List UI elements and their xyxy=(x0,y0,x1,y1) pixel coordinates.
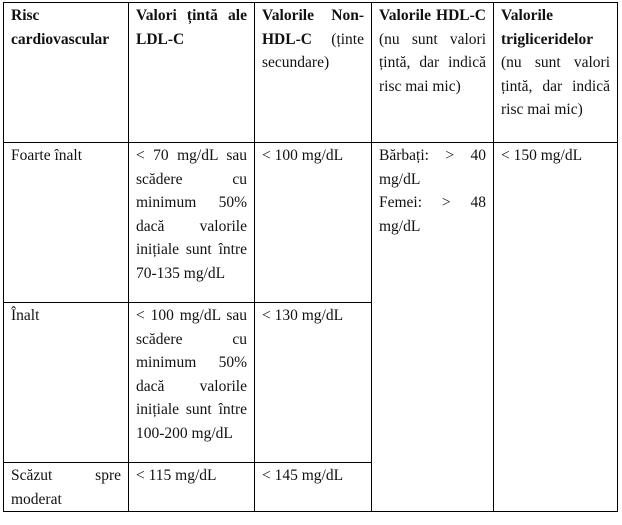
header-triglycerides xyxy=(494,3,618,143)
cell-triglycerides: < 150 mg/dL xyxy=(494,143,618,512)
cell-non-hdl: < 100 mg/dL xyxy=(255,143,372,303)
cell-ldl: < 100 mg/dL sau scădere cu minimum 50% dacă valorile inițiale sunt între 100-200 mg/dL xyxy=(129,303,255,463)
header-risk xyxy=(4,3,129,143)
cell-ldl: < 115 mg/dL xyxy=(129,463,255,512)
risk-table xyxy=(3,2,618,512)
cell-risk: Scăzut spre moderat xyxy=(4,463,129,512)
hdl-men: Bărbați: > 40 mg/dL xyxy=(379,147,486,188)
header-label: Valori țintă ale LDL-C xyxy=(136,7,247,48)
header-hdl xyxy=(372,3,494,143)
header-note: (nu sunt valori țintă, dar indică risc mai mic) xyxy=(379,30,486,95)
hdl-women: Femei: > 48 mg/dL xyxy=(379,194,486,235)
header-note: (nu sunt valori țintă, dar indică risc mai mic) xyxy=(501,54,610,119)
header-note: (ținte secundare) xyxy=(262,30,364,72)
table-header-row xyxy=(4,3,618,143)
header-non-hdl xyxy=(255,3,372,143)
header-label: Valorile HDL-C xyxy=(379,7,486,24)
cell-hdl xyxy=(372,143,494,512)
cell-risk: Înalt xyxy=(4,303,129,463)
cell-risk: Foarte înalt xyxy=(4,143,129,303)
header-label: Valorile Non-HDL-C xyxy=(262,7,364,48)
table-row xyxy=(4,143,618,303)
cell-non-hdl: < 130 mg/dL xyxy=(255,303,372,463)
cell-ldl: < 70 mg/dL sau scădere cu minimum 50% dacă valorile inițiale sunt între 70-135 mg/dL xyxy=(129,143,255,303)
header-label: Risc cardiovascular xyxy=(11,7,110,48)
header-label: Valorile trigliceridelor xyxy=(501,7,594,48)
header-ldl xyxy=(129,3,255,143)
cell-non-hdl: < 145 mg/dL xyxy=(255,463,372,512)
